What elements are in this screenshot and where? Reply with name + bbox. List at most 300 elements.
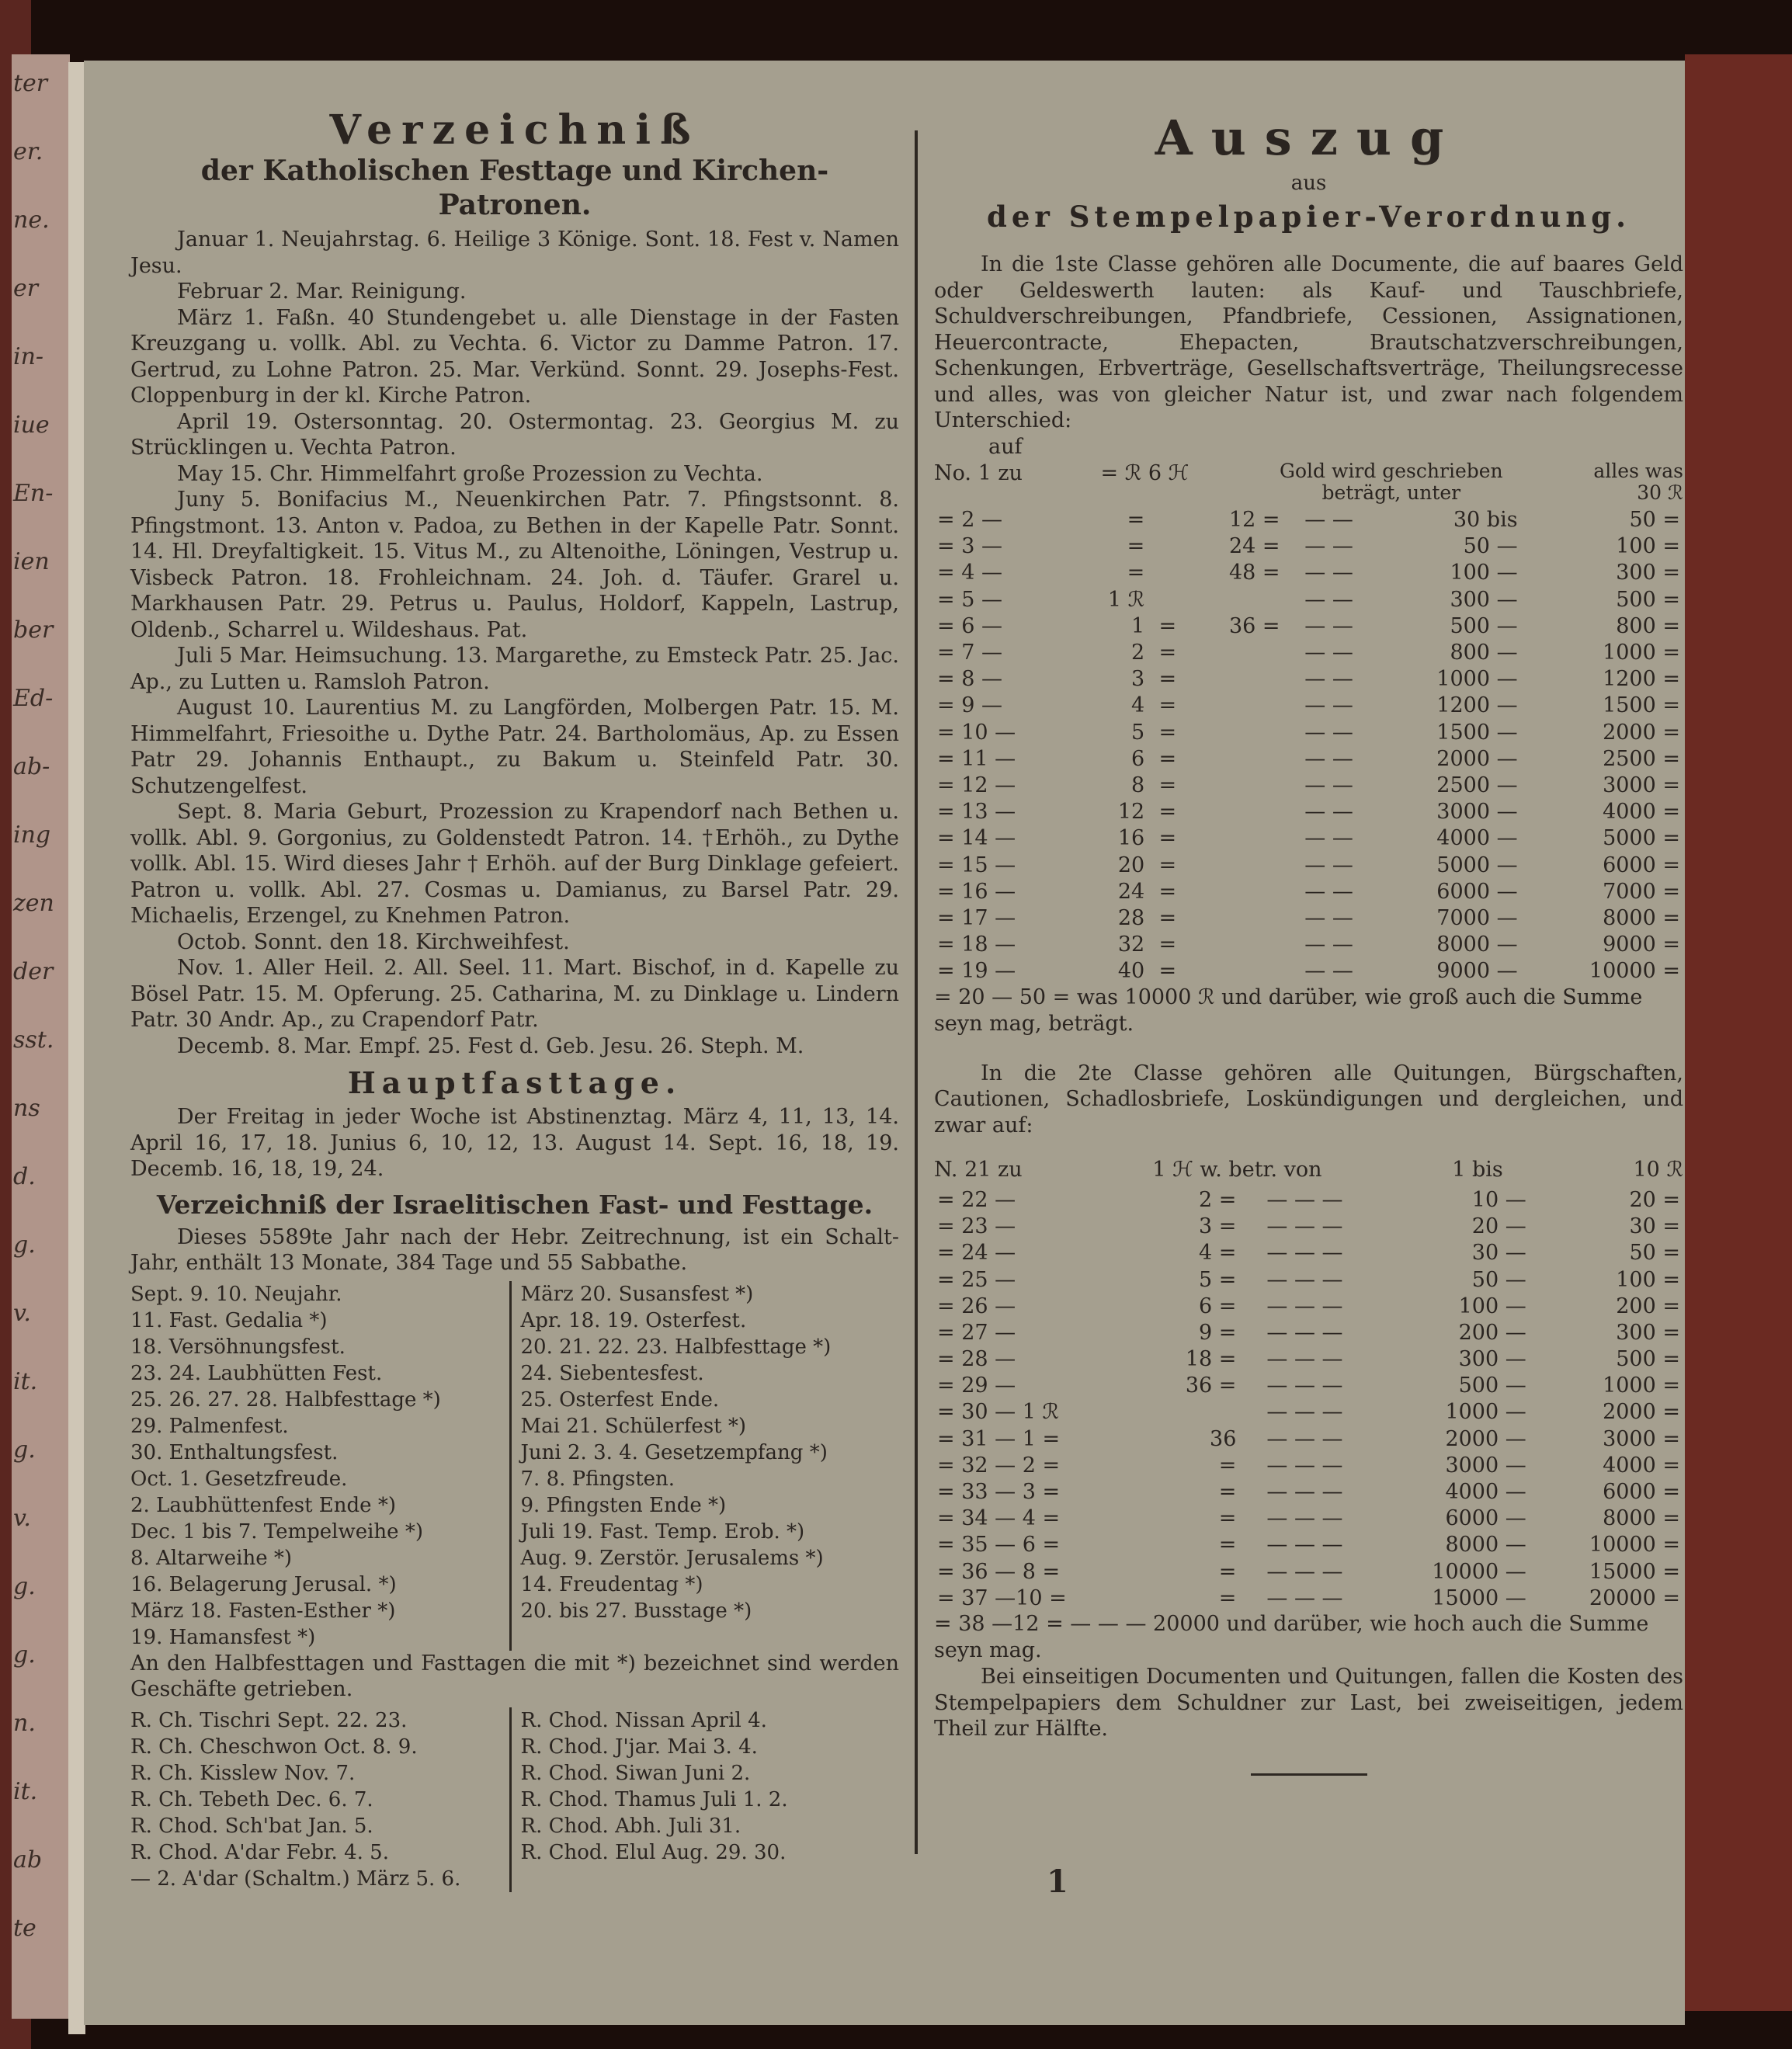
class2-header: [934, 1157, 1683, 1183]
table-row: [934, 533, 1683, 560]
list-item: Juli 19. Fast. Temp. Erob. *): [520, 1519, 805, 1544]
table-cell: 50 —: [1471, 1267, 1526, 1292]
table-cell: = 8 —: [937, 667, 1002, 692]
table-cell: [1187, 719, 1283, 745]
table-cell: = 24 —: [937, 1241, 1016, 1266]
class1-auf: auf: [988, 434, 1023, 459]
table-cell: 6000 —: [1445, 1506, 1526, 1531]
list-item: 30. Enthaltungsfest.: [130, 1440, 339, 1464]
israelite-intro: Dieses 5589te Jahr nach der Hebr. Zeitrechnung, ist ein Schalt-Jahr, enthält 13 Monate, 384 Tage und 55 Sabbathe.: [130, 1224, 899, 1275]
table-cell: — —: [1304, 561, 1353, 585]
table-cell: — —: [1304, 693, 1353, 718]
table-cell: =: [1158, 853, 1177, 877]
table-cell: 100 —: [1458, 1294, 1526, 1318]
table-cell: — —: [1304, 534, 1353, 559]
feast-entry: Juny 5. Bonifacius M., Neuenkirchen Patr. 7. Pfingstsonnt. 8. Pfingstmont. 13. Anton v. Padoa, zu Bethen in der Kapelle Patr. Sonnt. 14. Hl. Dreyfaltigkeit. 15. Vitus M., zu Altenoithe, Löningen, Vestrup u. Visbeck Patron. 18. Frohleichnam. 24. Joh. d. Täufer. Grarel u. Markhausen Patr. 29. Petrus u. Paulus, Holdorf, Kappeln, Lastrup, Oldenb., Scharrel u. Wildeshaus. Pat.: [130, 488, 899, 642]
class1-intro: In die 1ste Classe gehören alle Documente, die auf baares Geld oder Geldeswerth lauten: als Kauf- und Tauschbriefe, Schuldverschreibungen, Pfandbriefe, Cessionen, Assignationen, Heuercontracte, Ehepacten, Brautschatzverschreibungen, Schenkungen, Erbverträge, Gesellschaftsverträge, Theilungsrecesse und alles, was von gleicher Natur ist, und zwar nach folgendem Unterschied:: [934, 252, 1683, 432]
israelite-note: An den Halbfesttagen und Fasttagen die mit *) bezeichnet sind werden Geschäfte getrieben.: [130, 1651, 899, 1701]
table-cell: [1148, 507, 1187, 533]
table-cell: 2500 —: [1436, 773, 1518, 797]
prev-page-fragment: g.: [13, 1436, 36, 1464]
list-item: R. Chod. A'dar Febr. 4. 5.: [130, 1840, 389, 1864]
table-cell: = 11 —: [937, 746, 1016, 771]
list-item: 19. Hamansfest *): [130, 1625, 316, 1649]
rosh-chodesh-right: [509, 1707, 900, 1892]
table-cell: 5 =: [1198, 1267, 1237, 1292]
table-cell: [1187, 666, 1283, 693]
closing-note: Bei einseitigen Documenten und Quitungen, fallen die Kosten des Stempelpapiers dem Schuldner zur Last, bei zweiseitigen, jedem Theil zur Hälfte.: [934, 1665, 1683, 1742]
table-cell: 10000 =: [1589, 959, 1680, 984]
table-cell: 6: [1131, 746, 1145, 771]
table-cell: =: [1158, 693, 1177, 718]
table-row: [934, 1240, 1683, 1266]
table-row: [934, 1346, 1683, 1373]
table-cell: 2000 =: [1603, 1400, 1680, 1425]
prev-page-fragment: er.: [13, 138, 43, 165]
table-cell: 24: [1117, 879, 1145, 904]
table-row: [934, 1319, 1683, 1346]
table-cell: = 34 — 4 =: [937, 1506, 1061, 1531]
class2-table: [934, 1186, 1683, 1611]
feast-entry: August 10. Laurentius M. zu Langförden, Molbergen Patr. 15. M. Himmelfahrt, Friesoithe u. Dythe Patr. 24. Bartholomäus, Ap. zu Essen Patr 29. Johannis Enthaupt., zu Bakum u. Steinfeld Patr. 30. Schutzengelfest.: [130, 696, 899, 798]
list-item: Dec. 1 bis 7. Tempelweihe *): [130, 1519, 423, 1544]
table-cell: 9000 =: [1603, 932, 1680, 957]
class2-last-row: = 38 —12 = — — — 20000 und darüber, wie hoch auch die Summe seyn mag.: [934, 1612, 1649, 1663]
catholic-list-subtitle: der Katholischen Festtage und Kirchen-Patronen.: [200, 155, 829, 221]
table-cell: 4000 =: [1603, 800, 1680, 825]
table-cell: 6000 =: [1603, 853, 1680, 877]
list-item: 20. 21. 22. 23. Halbfesttage *): [520, 1335, 832, 1359]
table-cell: 36 =: [1228, 613, 1280, 638]
table-cell: [1187, 799, 1283, 825]
list-item: Oct. 1. Gesetzfreude.: [130, 1467, 348, 1491]
table-cell: 6000 =: [1603, 1480, 1680, 1505]
table-cell: 36 =: [1185, 1374, 1237, 1398]
table-row: [934, 666, 1683, 693]
table-cell: 3000 —: [1445, 1453, 1526, 1478]
table-cell: — — —: [1266, 1533, 1343, 1558]
table-row: [934, 1426, 1683, 1452]
table-cell: 18 =: [1185, 1347, 1237, 1372]
class1-last-row: = 20 — 50 = was 10000 ℛ und darüber, wie groß auch die Summe seyn mag, beträgt.: [934, 985, 1643, 1036]
table-cell: 15000 =: [1589, 1559, 1680, 1584]
list-item: Juni 2. 3. 4. Gesetzempfang *): [520, 1440, 828, 1464]
table-cell: 200 =: [1616, 1294, 1680, 1318]
table-row: [934, 799, 1683, 825]
table-cell: = 13 —: [937, 800, 1016, 825]
table-cell: 2000 —: [1436, 746, 1518, 771]
prev-page-fragment: v.: [13, 1300, 31, 1327]
table-cell: 3: [1131, 667, 1145, 692]
list-item: R. Chod. Sch'bat Jan. 5.: [130, 1814, 373, 1838]
table-row: [934, 745, 1683, 772]
feast-entry: Nov. 1. Aller Heil. 2. All. Seel. 11. Mart. Bischof, in d. Kapelle zu Bösel Patr. 15. M. Opferung. 25. Catharina, M. zu Dinklage u. Lindern Patr. 30 Andr. Ap., zu Crapendorf Patr.: [130, 956, 899, 1032]
israelite-festivals-right: [509, 1281, 900, 1651]
table-cell: 3000 =: [1603, 773, 1680, 797]
table-cell: =: [1218, 1533, 1237, 1558]
table-cell: = 36 — 8 =: [937, 1559, 1061, 1584]
table-cell: — —: [1304, 641, 1353, 665]
table-row: [934, 560, 1683, 586]
table-cell: — — —: [1266, 1506, 1343, 1531]
table-cell: 48 =: [1228, 561, 1280, 585]
table-cell: 10000 —: [1432, 1559, 1526, 1584]
prev-page-fragment: Ed-: [13, 685, 54, 712]
table-cell: — —: [1304, 879, 1353, 904]
table-cell: =: [1158, 826, 1177, 851]
table-cell: [1187, 772, 1283, 798]
table-cell: 1000 —: [1445, 1400, 1526, 1425]
table-cell: = 28 —: [937, 1347, 1016, 1372]
table-cell: 800 =: [1616, 613, 1680, 638]
table-cell: — — —: [1266, 1400, 1343, 1425]
left-column: [130, 107, 899, 1892]
table-cell: 2000 =: [1603, 720, 1680, 745]
feast-entry: May 15. Chr. Himmelfahrt große Prozession zu Vechta.: [177, 461, 763, 486]
table-cell: — — —: [1266, 1347, 1343, 1372]
table-cell: 4000 =: [1603, 1453, 1680, 1478]
table-row: [934, 878, 1683, 905]
table-row: [934, 639, 1683, 665]
table-cell: 500 =: [1616, 587, 1680, 612]
table-cell: — — —: [1266, 1187, 1343, 1212]
list-item: 25. Osterfest Ende.: [520, 1387, 720, 1412]
list-item: R. Chod. Abh. Juli 31.: [520, 1814, 741, 1838]
table-cell: = 12 —: [937, 773, 1016, 797]
table-cell: =: [1158, 773, 1177, 797]
table-cell: 500 =: [1616, 1347, 1680, 1372]
table-row: [934, 1452, 1683, 1478]
fast-days-text: Der Freitag in jeder Woche ist Abstinenztag. März 4, 11, 13, 14. April 16, 17, 18. Junius 6, 10, 12, 13. August 14. Sept. 16, 18, 19. Decemb. 16, 18, 19, 24.: [130, 1105, 899, 1181]
list-item: 14. Freudentag *): [520, 1572, 703, 1596]
list-item: — 2. A'dar (Schaltm.) März 5. 6.: [130, 1867, 461, 1891]
table-cell: 100 =: [1616, 534, 1680, 559]
page-number: 1: [1047, 1863, 1068, 1900]
table-cell: 2000 —: [1445, 1426, 1526, 1451]
feast-entry: Februar 2. Mar. Reinigung.: [177, 280, 467, 304]
table-cell: 16: [1117, 826, 1145, 851]
table-cell: 4000 —: [1445, 1480, 1526, 1505]
table-cell: 1200 =: [1603, 667, 1680, 692]
table-cell: 9 =: [1198, 1320, 1237, 1345]
table-cell: = 27 —: [937, 1320, 1016, 1345]
closing-separator: [1251, 1773, 1367, 1776]
table-cell: 300 =: [1616, 1320, 1680, 1345]
table-cell: 30 bis: [1453, 508, 1518, 533]
table-cell: [1187, 693, 1283, 719]
table-cell: 5000 —: [1436, 853, 1518, 877]
table-cell: 10 —: [1471, 1187, 1526, 1212]
class2-header-ten: 10 ℛ: [1633, 1158, 1683, 1183]
fast-days-title: Hauptfasttage.: [347, 1065, 682, 1100]
table-cell: — —: [1304, 800, 1353, 825]
table-cell: = 22 —: [937, 1187, 1016, 1212]
prev-page-fragment: ber: [13, 616, 54, 644]
table-cell: — —: [1304, 613, 1353, 638]
table-row: [934, 932, 1683, 958]
prev-page-fragment: iue: [13, 412, 50, 439]
table-cell: 1: [1131, 613, 1145, 638]
table-cell: 1500 =: [1603, 693, 1680, 718]
table-cell: 5: [1131, 720, 1145, 745]
table-cell: 30 =: [1629, 1214, 1680, 1239]
table-cell: 8000 —: [1445, 1533, 1526, 1558]
previous-page-fragment: [12, 54, 70, 2019]
table-cell: 2 =: [1198, 1187, 1237, 1212]
table-row: [934, 852, 1683, 878]
class2-header-h: 1 ℋ w. betr. von: [1152, 1158, 1322, 1183]
list-item: Sept. 9. 10. Neujahr.: [130, 1282, 342, 1306]
table-cell: 500 —: [1458, 1374, 1526, 1398]
table-cell: [1148, 586, 1187, 613]
prev-page-fragment: n.: [13, 1710, 36, 1737]
prev-page-fragment: g.: [13, 1231, 36, 1259]
table-cell: 50 —: [1463, 534, 1518, 559]
table-cell: =: [1158, 667, 1177, 692]
table-cell: =: [1127, 534, 1145, 559]
israelite-title: Verzeichniß der Israelitischen Fast- und Festtage.: [156, 1189, 873, 1220]
table-cell: 1500 —: [1436, 720, 1518, 745]
list-item: 25. 26. 27. 28. Halbfesttage *): [130, 1387, 441, 1412]
table-row: [934, 1558, 1683, 1585]
list-item: R. Ch. Kisslew Nov. 7.: [130, 1761, 356, 1785]
table-cell: [1187, 905, 1283, 931]
list-item: R. Chod. Elul Aug. 29. 30.: [520, 1840, 787, 1864]
table-cell: — — —: [1266, 1214, 1343, 1239]
table-cell: — —: [1304, 667, 1353, 692]
prev-page-fragment: g.: [13, 1573, 36, 1600]
prev-page-fragment: it.: [13, 1368, 38, 1395]
table-cell: =: [1218, 1506, 1237, 1531]
table-cell: [1187, 852, 1283, 878]
table-cell: 20 =: [1629, 1187, 1680, 1212]
prev-page-fragment: it.: [13, 1778, 38, 1805]
table-cell: 12 =: [1228, 508, 1280, 533]
table-cell: 24 =: [1228, 534, 1280, 559]
table-cell: [1187, 586, 1283, 613]
prev-page-fragment: zen: [13, 890, 54, 917]
table-cell: — — —: [1266, 1294, 1343, 1318]
table-cell: — — —: [1266, 1241, 1343, 1266]
table-cell: = 35 — 6 =: [937, 1533, 1061, 1558]
table-cell: — —: [1304, 587, 1353, 612]
table-cell: 36: [1210, 1426, 1237, 1451]
table-cell: 100 =: [1616, 1267, 1680, 1292]
table-cell: 1000 —: [1436, 667, 1518, 692]
class2-intro: In die 2te Classe gehören alle Quitungen, Bürgschaften, Cautionen, Schadlosbriefe, Loskündigungen und dergleichen, und zwar auf:: [934, 1061, 1683, 1137]
table-row: [934, 1532, 1683, 1558]
table-cell: =: [1158, 800, 1177, 825]
table-cell: 28: [1117, 905, 1145, 930]
class1-header: [934, 460, 1683, 504]
table-row: [934, 693, 1683, 719]
table-cell: 2500 =: [1603, 746, 1680, 771]
table-cell: 9000 —: [1436, 959, 1518, 984]
feast-entry: Juli 5 Mar. Heimsuchung. 13. Margarethe, zu Emsteck Patr. 25. Jac. Ap., zu Lutten u. Ramsloh Patron.: [130, 644, 899, 694]
list-item: 23. 24. Laubhütten Fest.: [130, 1361, 383, 1385]
prev-page-fragment: ing: [13, 821, 51, 849]
table-cell: =: [1127, 508, 1145, 533]
table-cell: — — —: [1266, 1480, 1343, 1505]
table-cell: 300 —: [1458, 1347, 1526, 1372]
table-cell: 20000 =: [1589, 1585, 1680, 1610]
list-item: 2. Laubhüttenfest Ende *): [130, 1493, 396, 1517]
prev-page-fragment: En-: [13, 480, 54, 507]
table-cell: 10000 =: [1589, 1533, 1680, 1558]
table-cell: =: [1158, 641, 1177, 665]
table-row: [934, 772, 1683, 798]
prev-page-fragment: ne.: [13, 207, 50, 234]
table-cell: =: [1158, 746, 1177, 771]
table-cell: = 26 —: [937, 1294, 1016, 1318]
feast-entry: Octob. Sonnt. den 18. Kirchweihfest.: [177, 929, 570, 954]
book-cover-edge: [1685, 54, 1792, 2011]
prev-page-fragment: sst.: [13, 1026, 54, 1054]
table-cell: = 33 — 3 =: [937, 1480, 1061, 1505]
table-cell: = 10 —: [937, 720, 1016, 745]
table-cell: 500 —: [1450, 613, 1518, 638]
list-item: 8. Altarweihe *): [130, 1546, 293, 1570]
table-cell: [1187, 932, 1283, 958]
list-item: Aug. 9. Zerstör. Jerusalems *): [520, 1546, 824, 1570]
list-item: März 18. Fasten-Esther *): [130, 1599, 396, 1623]
list-item: R. Chod. Siwan Juni 2.: [520, 1761, 751, 1785]
table-cell: — —: [1304, 826, 1353, 851]
table-cell: = 14 —: [937, 826, 1016, 851]
list-item: 7. 8. Pfingsten.: [520, 1467, 675, 1491]
table-cell: = 23 —: [937, 1214, 1016, 1239]
table-cell: = 16 —: [937, 879, 1016, 904]
table-cell: 20: [1117, 853, 1145, 877]
list-item: Mai 21. Schülerfest *): [520, 1414, 747, 1438]
rosh-chodesh-list: [130, 1707, 899, 1892]
table-cell: [1148, 560, 1187, 586]
table-cell: 200 —: [1458, 1320, 1526, 1345]
table-cell: =: [1218, 1453, 1237, 1478]
list-item: R. Ch. Tischri Sept. 22. 23.: [130, 1708, 408, 1732]
table-cell: — —: [1304, 773, 1353, 797]
feast-entry: Decemb. 8. Mar. Empf. 25. Fest d. Geb. Jesu. 26. Steph. M.: [177, 1033, 804, 1058]
prev-page-fragment: v.: [13, 1505, 31, 1532]
table-cell: = 31 — 1 =: [937, 1426, 1061, 1451]
table-cell: 20 —: [1471, 1214, 1526, 1239]
prev-page-fragment: in-: [13, 343, 44, 370]
list-item: 9. Pfingsten Ende *): [520, 1493, 727, 1517]
excerpt-title: Auszug: [1155, 109, 1463, 166]
table-row: [934, 958, 1683, 985]
table-cell: [1187, 958, 1283, 985]
table-cell: — — —: [1266, 1320, 1343, 1345]
table-cell: — —: [1304, 905, 1353, 930]
table-cell: =: [1158, 932, 1177, 957]
table-row: [934, 1478, 1683, 1505]
prev-page-fragment: er: [13, 275, 39, 302]
table-cell: [1187, 639, 1283, 665]
table-cell: 8000 —: [1436, 932, 1518, 957]
table-cell: [1148, 533, 1187, 560]
table-cell: = 29 —: [937, 1374, 1016, 1398]
list-item: März 20. Susansfest *): [520, 1282, 754, 1306]
table-cell: = 4 —: [937, 561, 1002, 585]
table-row: [934, 586, 1683, 613]
table-cell: 1000 =: [1603, 1374, 1680, 1398]
table-cell: — —: [1304, 959, 1353, 984]
table-cell: — — —: [1266, 1267, 1343, 1292]
class1-header-gold: Gold wird geschrieben beträgt, unter: [1280, 459, 1503, 504]
class1-header-alles-text: alles was: [1593, 459, 1683, 482]
table-row: [934, 825, 1683, 852]
table-cell: = 3 —: [937, 534, 1002, 559]
table-row: [934, 719, 1683, 745]
table-cell: =: [1158, 879, 1177, 904]
list-item: 16. Belagerung Jerusal. *): [130, 1572, 397, 1596]
list-item: 20. bis 27. Busstage *): [520, 1599, 752, 1623]
table-row: [934, 1373, 1683, 1399]
list-item: R. Chod. J'jar. Mai 3. 4.: [520, 1735, 758, 1759]
table-cell: 1200 —: [1436, 693, 1518, 718]
table-cell: — — —: [1266, 1585, 1343, 1610]
table-row: [934, 1293, 1683, 1319]
table-cell: = 15 —: [937, 853, 1016, 877]
table-cell: =: [1158, 613, 1177, 638]
prev-page-fragment: ab: [13, 1846, 43, 1874]
table-cell: 50 =: [1629, 1241, 1680, 1266]
page-edge: [68, 62, 85, 2034]
right-column: [934, 107, 1683, 1776]
table-cell: 7000 =: [1603, 879, 1680, 904]
prev-page-fragment: ab-: [13, 753, 50, 780]
table-cell: =: [1158, 720, 1177, 745]
column-divider: [915, 130, 918, 1854]
table-cell: 6000 —: [1436, 879, 1518, 904]
table-cell: = 18 —: [937, 932, 1016, 957]
table-cell: = 37 —10 =: [937, 1585, 1067, 1610]
table-cell: = 6 —: [937, 613, 1002, 638]
table-cell: 4: [1131, 693, 1145, 718]
table-row: [934, 1585, 1683, 1611]
prev-page-fragment: d.: [13, 1163, 36, 1190]
table-row: [934, 1214, 1683, 1240]
table-cell: 100 —: [1450, 561, 1518, 585]
table-cell: 6 =: [1198, 1294, 1237, 1318]
table-cell: — — —: [1266, 1374, 1343, 1398]
list-item: R. Chod. Thamus Juli 1. 2.: [520, 1787, 788, 1811]
table-cell: 4000 —: [1436, 826, 1518, 851]
table-cell: 8000 =: [1603, 1506, 1680, 1531]
table-cell: 12: [1117, 800, 1145, 825]
table-cell: = 19 —: [937, 959, 1016, 984]
table-cell: 1000 =: [1603, 641, 1680, 665]
table-cell: =: [1158, 959, 1177, 984]
prev-page-fragment: ter: [13, 70, 48, 97]
table-row: [934, 1505, 1683, 1532]
table-cell: = 17 —: [937, 905, 1016, 930]
table-cell: 4 =: [1198, 1241, 1237, 1266]
table-cell: 15000 —: [1432, 1585, 1526, 1610]
table-row: [934, 613, 1683, 639]
class1-header-thirty: 30 ℛ: [1637, 481, 1683, 504]
table-cell: [1149, 1399, 1240, 1426]
feast-list: [130, 227, 899, 1059]
excerpt-subtitle: der Stempelpapier-Verordnung.: [986, 200, 1631, 234]
table-cell: [1187, 878, 1283, 905]
table-cell: 7000 —: [1436, 905, 1518, 930]
israelite-festivals-left: [130, 1281, 509, 1651]
table-cell: =: [1158, 905, 1177, 930]
list-item: R. Ch. Tebeth Dec. 6. 7.: [130, 1787, 373, 1811]
table-row: [934, 507, 1683, 533]
class2-header-bis: 1 bis: [1452, 1158, 1503, 1183]
